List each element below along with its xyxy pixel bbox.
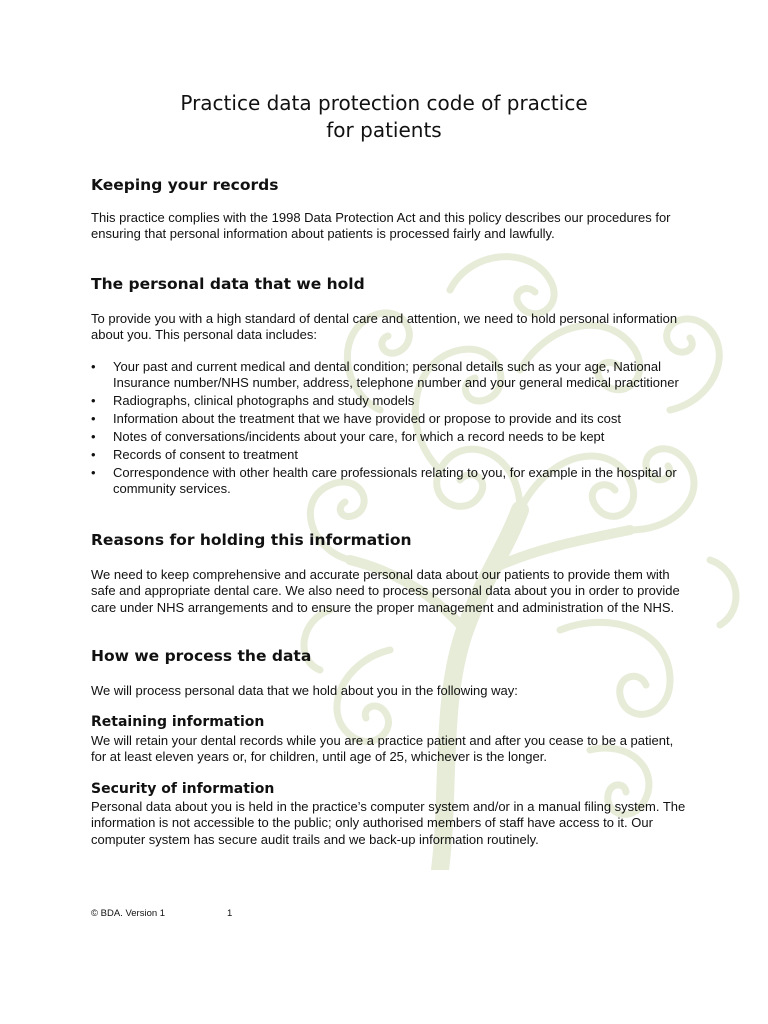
heading-how-we-process: How we process the data [91, 647, 312, 665]
list-item: • Correspondence with other health care professionals relating to you, for example in the hospital or community services. [91, 465, 691, 498]
heading-reasons: Reasons for holding this information [91, 531, 412, 549]
heading-security-information: Security of information [91, 781, 275, 797]
list-item: • Information about the treatment that we have provided or propose to provide and its cost [91, 411, 691, 427]
paragraph-personal-data-intro: To provide you with a high standard of dental care and attention, we need to hold personal information about you. This personal data includes: [91, 311, 678, 343]
page-title [0, 90, 768, 144]
heading-personal-data: The personal data that we hold [91, 275, 365, 293]
list-item: • Records of consent to treatment [91, 447, 691, 463]
list-item: • Notes of conversations/incidents about your care, for which a record needs to be kept [91, 429, 691, 445]
footer-page-number: 1 [227, 908, 233, 919]
footer-copyright: © BDA. Version 1 [91, 908, 166, 919]
paragraph-reasons: We need to keep comprehensive and accurate personal data about our patients to provide them with safe and appropriate dental care. We also need to process personal data about you in order to provide care under NHS arrangements and to ensure the proper management and administration of the NHS. [91, 567, 680, 615]
paragraph-security-information: Personal data about you is held in the practice’s computer system and/or in a manual filing system. The information is not accessible to the public; only authorised members of staff have access to it. Our computer system has secure audit trails and we back-up information routinely. [91, 799, 686, 847]
page-title-line-1: Practice data protection code of practice [180, 91, 588, 115]
heading-retaining-information: Retaining information [91, 714, 265, 730]
page-title-line-2: for patients [326, 118, 442, 142]
list-item: • Radiographs, clinical photographs and study models [91, 393, 691, 409]
paragraph-keeping-records: This practice complies with the 1998 Data Protection Act and this policy describes our procedures for ensuring that personal information about patients is processed fairly and lawfully. [91, 210, 671, 242]
paragraph-how-we-process: We will process personal data that we hold about you in the following way: [91, 683, 518, 698]
paragraph-retaining-information: We will retain your dental records while you are a practice patient and after you cease to be a patient, for at least eleven years or, for children, until age of 25, whichever is the longer. [91, 733, 674, 765]
personal-data-list [91, 359, 691, 499]
heading-keeping-records: Keeping your records [91, 176, 279, 194]
list-item: • Your past and current medical and dental condition; personal details such as your age, National Insurance number/NHS number, address, telephone number and your general medical practitioner [91, 359, 691, 392]
